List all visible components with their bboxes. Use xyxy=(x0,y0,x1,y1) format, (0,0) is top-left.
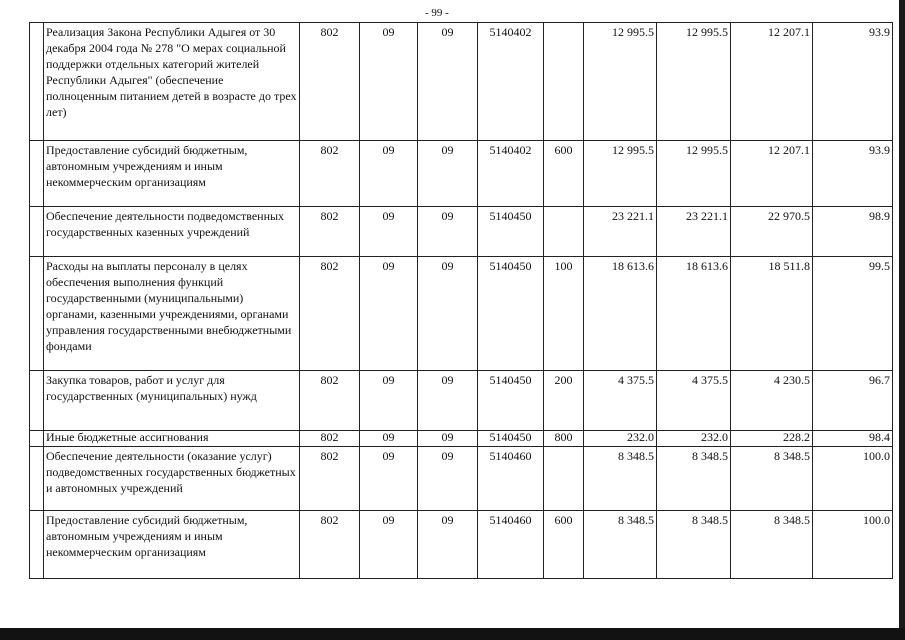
section-code: 09 xyxy=(360,207,418,257)
execution-percent: 96.7 xyxy=(813,371,893,431)
plan-amount: 4 375.5 xyxy=(584,371,657,431)
target-article-code: 5140460 xyxy=(478,511,544,579)
table-row xyxy=(30,371,893,431)
row-description: Обеспечение деятельности подведомственных государственных казенных учреждений xyxy=(44,207,300,257)
budget-execution-table xyxy=(29,22,893,579)
blank-margin-cell xyxy=(30,511,44,579)
executed-amount: 18 511.8 xyxy=(731,257,813,371)
executed-amount: 12 207.1 xyxy=(731,141,813,207)
expense-type-code: 600 xyxy=(544,141,584,207)
executed-amount: 22 970.5 xyxy=(731,207,813,257)
execution-percent: 100.0 xyxy=(813,511,893,579)
section-code: 09 xyxy=(360,141,418,207)
target-article-code: 5140402 xyxy=(478,141,544,207)
refined-plan-amount: 8 348.5 xyxy=(657,447,731,511)
refined-plan-amount: 12 995.5 xyxy=(657,141,731,207)
plan-amount: 18 613.6 xyxy=(584,257,657,371)
ministry-code: 802 xyxy=(300,431,360,447)
subsection-code: 09 xyxy=(418,141,478,207)
ministry-code: 802 xyxy=(300,141,360,207)
section-code: 09 xyxy=(360,431,418,447)
row-description: Иные бюджетные ассигнования xyxy=(44,431,300,447)
blank-margin-cell xyxy=(30,371,44,431)
blank-margin-cell xyxy=(30,141,44,207)
refined-plan-amount: 18 613.6 xyxy=(657,257,731,371)
scan-edge-bottom xyxy=(0,628,905,640)
target-article-code: 5140450 xyxy=(478,207,544,257)
plan-amount: 12 995.5 xyxy=(584,23,657,141)
section-code: 09 xyxy=(360,371,418,431)
execution-percent: 100.0 xyxy=(813,447,893,511)
ministry-code: 802 xyxy=(300,23,360,141)
page-number: - 99 - xyxy=(425,7,449,19)
ministry-code: 802 xyxy=(300,257,360,371)
row-description: Предоставление субсидий бюджетным, автономным учреждениям и иным некоммерческим организациям xyxy=(44,511,300,579)
row-description: Расходы на выплаты персоналу в целях обеспечения выполнения функций государственными (муниципальными) органами, казенными учреждениями, органами управления государственными внебюджетными фондами xyxy=(44,257,300,371)
blank-margin-cell xyxy=(30,447,44,511)
table-row xyxy=(30,207,893,257)
table-row xyxy=(30,431,893,447)
row-description: Реализация Закона Республики Адыгея от 30 декабря 2004 года № 278 "О мерах социальной поддержки отдельных категорий жителей Республики Адыгея" (обеспечение полноценным питанием детей в возрасте до трех лет) xyxy=(44,23,300,141)
plan-amount: 12 995.5 xyxy=(584,141,657,207)
subsection-code: 09 xyxy=(418,447,478,511)
executed-amount: 8 348.5 xyxy=(731,511,813,579)
table-body xyxy=(30,23,893,579)
execution-percent: 93.9 xyxy=(813,23,893,141)
blank-margin-cell xyxy=(30,23,44,141)
scan-edge-right xyxy=(899,0,905,628)
section-code: 09 xyxy=(360,511,418,579)
subsection-code: 09 xyxy=(418,431,478,447)
subsection-code: 09 xyxy=(418,23,478,141)
refined-plan-amount: 23 221.1 xyxy=(657,207,731,257)
row-description: Обеспечение деятельности (оказание услуг) подведомственных государственных бюджетных и автономных учреждений xyxy=(44,447,300,511)
ministry-code: 802 xyxy=(300,447,360,511)
expense-type-code xyxy=(544,207,584,257)
expense-type-code xyxy=(544,23,584,141)
blank-margin-cell xyxy=(30,207,44,257)
subsection-code: 09 xyxy=(418,371,478,431)
target-article-code: 5140450 xyxy=(478,431,544,447)
blank-margin-cell xyxy=(30,431,44,447)
refined-plan-amount: 12 995.5 xyxy=(657,23,731,141)
target-article-code: 5140450 xyxy=(478,371,544,431)
subsection-code: 09 xyxy=(418,207,478,257)
executed-amount: 8 348.5 xyxy=(731,447,813,511)
ministry-code: 802 xyxy=(300,207,360,257)
section-code: 09 xyxy=(360,257,418,371)
expense-type-code xyxy=(544,447,584,511)
target-article-code: 5140460 xyxy=(478,447,544,511)
section-code: 09 xyxy=(360,23,418,141)
ministry-code: 802 xyxy=(300,371,360,431)
refined-plan-amount: 232.0 xyxy=(657,431,731,447)
expense-type-code: 100 xyxy=(544,257,584,371)
table-row xyxy=(30,141,893,207)
execution-percent: 99.5 xyxy=(813,257,893,371)
row-description: Предоставление субсидий бюджетным, автономным учреждениям и иным некоммерческим организациям xyxy=(44,141,300,207)
subsection-code: 09 xyxy=(418,511,478,579)
plan-amount: 23 221.1 xyxy=(584,207,657,257)
expense-type-code: 800 xyxy=(544,431,584,447)
expense-type-code: 600 xyxy=(544,511,584,579)
table-row xyxy=(30,23,893,141)
expense-type-code: 200 xyxy=(544,371,584,431)
plan-amount: 8 348.5 xyxy=(584,511,657,579)
execution-percent: 98.9 xyxy=(813,207,893,257)
execution-percent: 98.4 xyxy=(813,431,893,447)
executed-amount: 4 230.5 xyxy=(731,371,813,431)
plan-amount: 232.0 xyxy=(584,431,657,447)
subsection-code: 09 xyxy=(418,257,478,371)
executed-amount: 228.2 xyxy=(731,431,813,447)
execution-percent: 93.9 xyxy=(813,141,893,207)
section-code: 09 xyxy=(360,447,418,511)
refined-plan-amount: 4 375.5 xyxy=(657,371,731,431)
executed-amount: 12 207.1 xyxy=(731,23,813,141)
row-description: Закупка товаров, работ и услуг для государственных (муниципальных) нужд xyxy=(44,371,300,431)
target-article-code: 5140450 xyxy=(478,257,544,371)
table-row xyxy=(30,447,893,511)
table-row xyxy=(30,511,893,579)
ministry-code: 802 xyxy=(300,511,360,579)
target-article-code: 5140402 xyxy=(478,23,544,141)
refined-plan-amount: 8 348.5 xyxy=(657,511,731,579)
table-row xyxy=(30,257,893,371)
plan-amount: 8 348.5 xyxy=(584,447,657,511)
blank-margin-cell xyxy=(30,257,44,371)
